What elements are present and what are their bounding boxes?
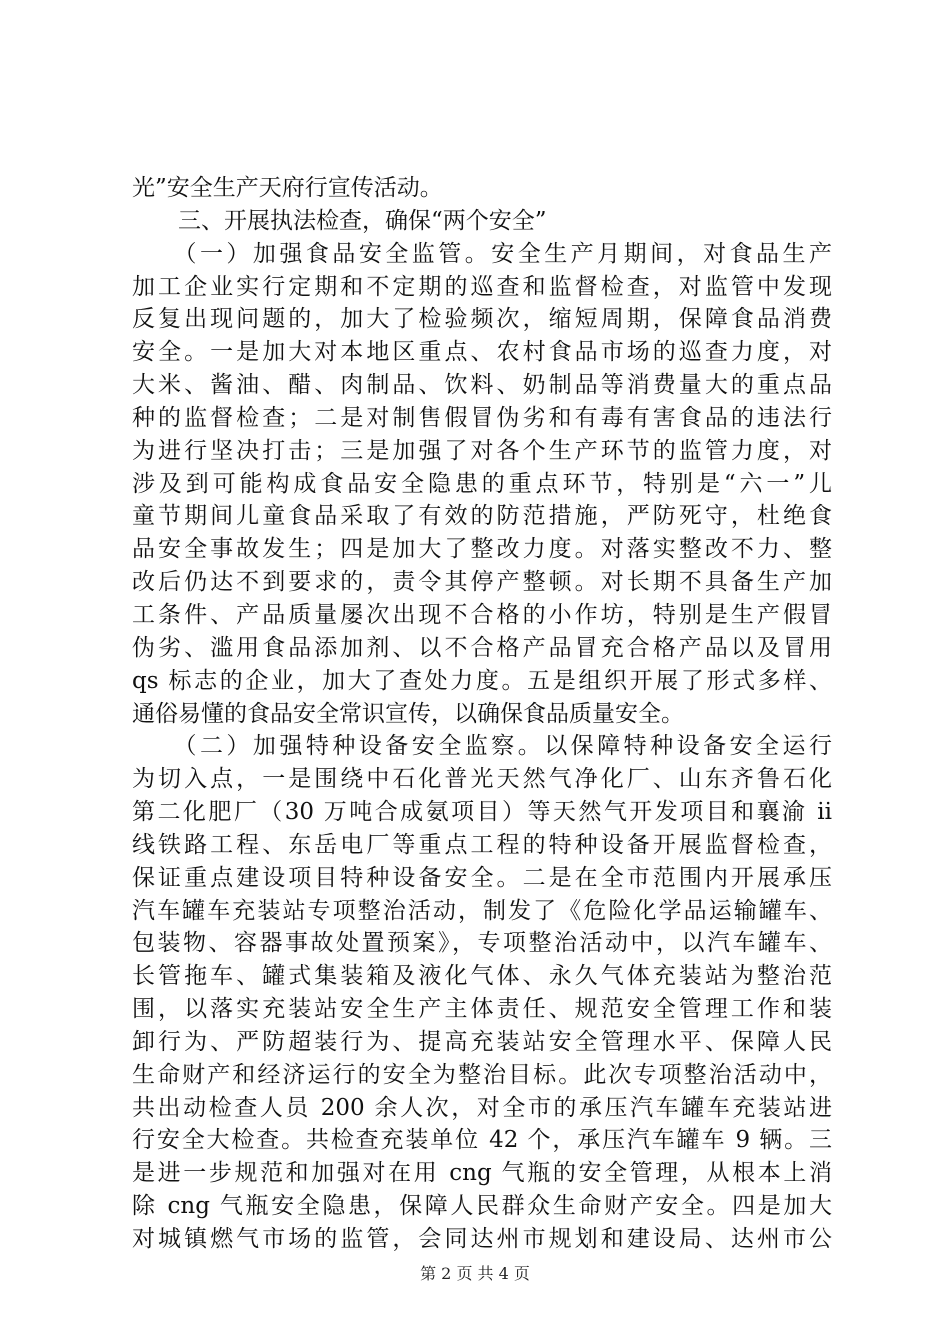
text-line: 围，以落实充装站安全生产主体责任、规范安全管理工作和装 bbox=[132, 996, 832, 1023]
text-line: 长管拖车、罐式集装箱及液化气体、永久气体充装站为整治范 bbox=[132, 963, 832, 990]
text-line: 生命财产和经济运行的安全为整治目标。此次专项整治活动中， bbox=[132, 1061, 832, 1088]
text-line: 通俗易懂的食品安全常识宣传，以确保食品质量安全。 bbox=[132, 700, 684, 727]
text-line: 种的监督检查；二是对制售假冒伪劣和有毒有害食品的违法行 bbox=[132, 404, 832, 431]
text-line: 保证重点建设项目特种设备安全。二是在全市范围内开展承压 bbox=[132, 864, 832, 891]
text-line: 除 cng 气瓶安全隐患，保障人民群众生命财产安全。四是加大 bbox=[132, 1193, 832, 1220]
text-line: 光”安全生产天府行宣传活动。 bbox=[132, 175, 443, 201]
text-line: 行安全大检查。共检查充装单位 42 个，承压汽车罐车 9 辆。三 bbox=[132, 1127, 832, 1154]
text-line: 为切入点，一是围绕中石化普光天然气净化厂、山东齐鲁石化 bbox=[132, 766, 832, 793]
text-line: 汽车罐车充装站专项整治活动，制发了《危险化学品运输罐车、 bbox=[132, 897, 832, 924]
text-line: 童节期间儿童食品采取了有效的防范措施，严防死守，杜绝食 bbox=[132, 503, 832, 530]
text-line: （一）加强食品安全监管。安全生产月期间，对食品生产 bbox=[132, 240, 832, 267]
text-line: 三、开展执法检查，确保“两个安全” bbox=[132, 207, 547, 234]
text-line: 品安全事故发生；四是加大了整改力度。对落实整改不力、整 bbox=[132, 536, 832, 563]
text-line: （二）加强特种设备安全监察。以保障特种设备安全运行 bbox=[132, 733, 832, 760]
text-line: 包装物、容器事故处置预案》，专项整治活动中，以汽车罐车、 bbox=[132, 930, 832, 957]
page-footer: 第 2 页 共 4 页 bbox=[420, 1264, 530, 1283]
text-line: 共出动检查人员 200 余人次，对全市的承压汽车罐车充装站进 bbox=[132, 1094, 832, 1121]
text-line: 涉及到可能构成食品安全隐患的重点环节，特别是“六一”儿 bbox=[132, 470, 832, 497]
text-line: 安全。一是加大对本地区重点、农村食品市场的巡查力度，对 bbox=[132, 339, 832, 366]
text-line: 大米、酱油、醋、肉制品、饮料、奶制品等消费量大的重点品 bbox=[132, 372, 832, 399]
text-line: 伪劣、滥用食品添加剂、以不合格产品冒充合格产品以及冒用 bbox=[132, 634, 832, 661]
text-line: 改后仍达不到要求的，责令其停产整顿。对长期不具备生产加 bbox=[132, 569, 832, 596]
text-line: 是进一步规范和加强对在用 cng 气瓶的安全管理，从根本上消 bbox=[132, 1160, 832, 1187]
text-line: 反复出现问题的，加大了检验频次，缩短周期，保障食品消费 bbox=[132, 306, 832, 333]
body-text bbox=[132, 172, 832, 1256]
text-line: 卸行为、严防超装行为、提高充装站安全管理水平、保障人民 bbox=[132, 1028, 832, 1055]
text-line: 对城镇燃气市场的监管，会同达州市规划和建设局、达州市公 bbox=[132, 1226, 832, 1252]
text-line: 为进行坚决打击；三是加强了对各个生产环节的监管力度，对 bbox=[132, 437, 832, 464]
text-line: 第二化肥厂（30 万吨合成氨项目）等天然气开发项目和襄渝 ii bbox=[132, 799, 832, 826]
text-line: 工条件、产品质量屡次出现不合格的小作坊，特别是生产假冒 bbox=[132, 601, 832, 628]
text-line: 线铁路工程、东岳电厂等重点工程的特种设备开展监督检查， bbox=[132, 831, 832, 858]
text-line: qs 标志的企业，加大了查处力度。五是组织开展了形式多样、 bbox=[132, 667, 832, 694]
text-line: 加工企业实行定期和不定期的巡查和监督检查，对监管中发现 bbox=[132, 273, 832, 300]
